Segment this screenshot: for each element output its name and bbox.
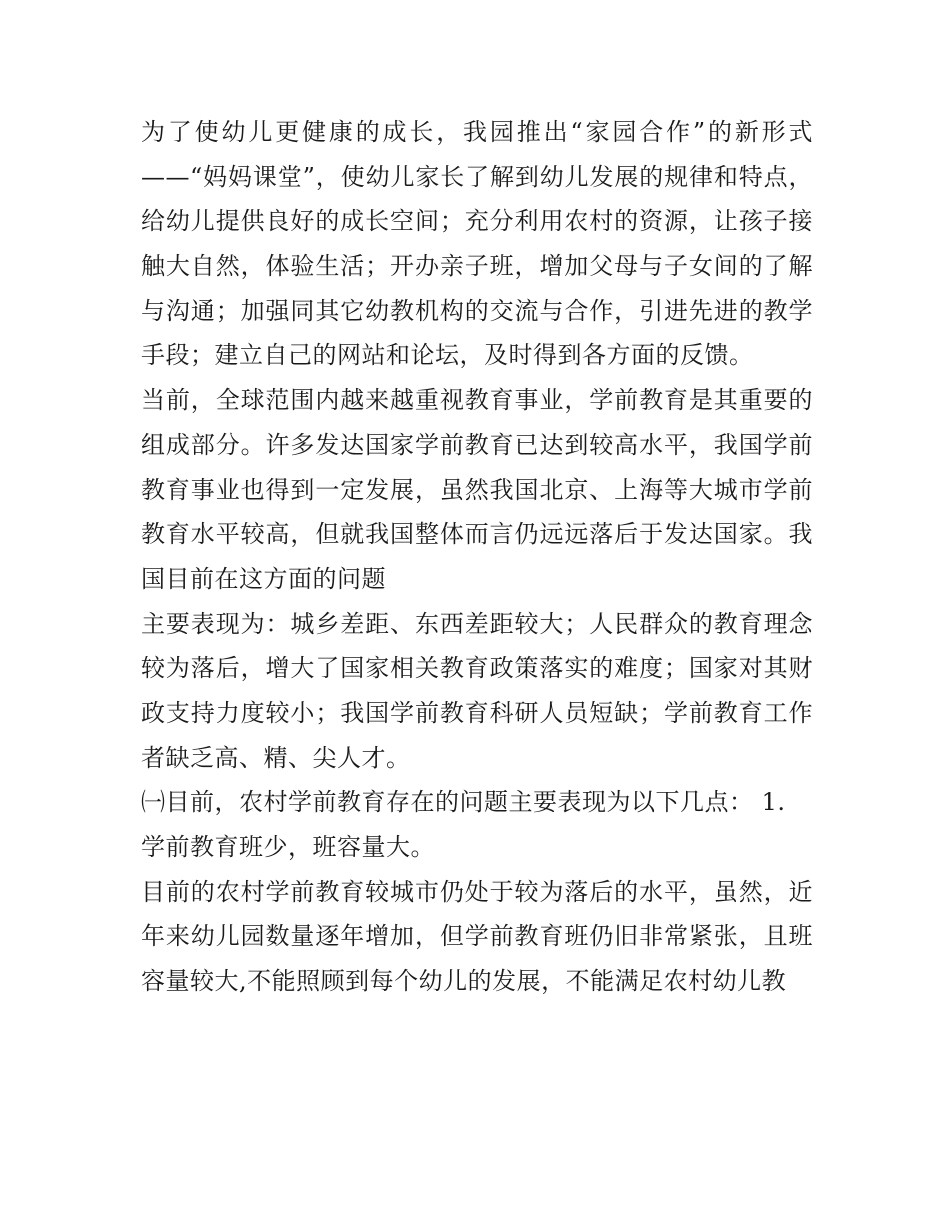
paragraph-2-line-2: 组成部分。许多发达国家学前教育已达到较高水平，我国学前 (141, 430, 813, 459)
paragraph-2-line-4: 教育水平较高，但就我国整体而言仍远远落后于发达国家。我 (141, 520, 813, 549)
paragraph-2-line-3: 教育事业也得到一定发展，虽然我国北京、上海等大城市学前 (141, 475, 813, 504)
paragraph-3-line-3: 政支持力度较小；我国学前教育科研人员短缺；学前教育工作 (141, 698, 813, 727)
paragraph-1-line-2: ——“妈妈课堂”，使幼儿家长了解到幼儿发展的规律和特点， (141, 162, 813, 191)
paragraph-2-line-5: 国目前在这方面的问题 (141, 564, 386, 593)
paragraph-5-line-3: 容量较大,不能照顾到每个幼儿的发展，不能满足农村幼儿教 (141, 967, 787, 996)
document-body (141, 110, 813, 1004)
paragraph-5-line-1: 目前的农村学前教育较城市仍处于较为落后的水平，虽然，近 (141, 877, 813, 906)
paragraph-5-line-2: 年来幼儿园数量逐年增加，但学前教育班仍旧非常紧张，且班 (141, 922, 813, 951)
paragraph-1-line-3: 给幼儿提供良好的成长空间；充分利用农村的资源，让孩子接 (141, 207, 813, 236)
paragraph-1-line-6: 手段；建立自己的网站和论坛，及时得到各方面的反馈。 (141, 341, 754, 370)
paragraph-3-line-4: 者缺乏高、精、尖人才。 (141, 743, 411, 772)
paragraph-3-line-1: 主要表现为：城乡差距、东西差距较大；人民群众的教育理念 (141, 609, 813, 638)
paragraph-1-line-4: 触大自然，体验生活；开办亲子班，增加父母与子女间的了解 (141, 252, 813, 281)
paragraph-4-line-2: 学前教育班少，班容量大。 (141, 833, 435, 861)
paragraph-4-line-1: ㈠目前，农村学前教育存在的问题主要表现为以下几点： 1. (141, 788, 786, 817)
paragraph-1-line-5: 与沟通；加强同其它幼教机构的交流与合作，引进先进的教学 (141, 296, 813, 325)
paragraph-2-line-1: 当前，全球范围内越来越重视教育事业，学前教育是其重要的 (141, 386, 813, 415)
paragraph-1-line-1: 为了使幼儿更健康的成长，我园推出“家园合作”的新形式 (141, 118, 813, 146)
paragraph-3-line-2: 较为落后，增大了国家相关教育政策落实的难度；国家对其财 (141, 654, 813, 683)
